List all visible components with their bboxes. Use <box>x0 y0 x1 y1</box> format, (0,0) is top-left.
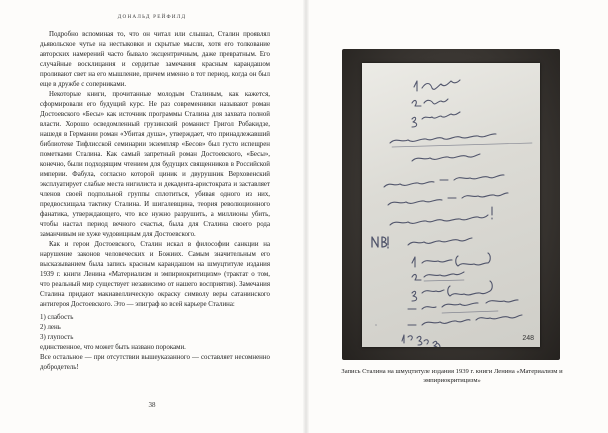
page-number: 38 <box>148 401 156 409</box>
list-item-laziness: 2) лень <box>40 324 61 331</box>
body-text <box>40 30 270 373</box>
handwriting-image <box>362 63 540 347</box>
epigraph-line-2: Все остальное — при отсутствии вышеуказанного — составляет несомненно добродетель! <box>40 354 270 371</box>
paragraph-2: Некоторые книги, прочитанные молодым Сталиным, как кажется, сформировали его будущий курс. Не раз современники называют роман Достоевского «Бесы» как источник программы Сталина для захвата полной власти. Хорошо осведомленный грузинский романист Григол Робакидзе, нашедя в Германии роман «Убитая душа», утверждает, что принадлежавший библиотеке Тифлисской семинарии экземпляр «Бесов» был густо испещрен пометками Сталина. Как самый запретный роман Достоевского, «Бесы», конечно, были подходящим чтением для будущих священников в Российской империи. Фабула, согласно которой циник и двурушник Верховенский эксплуатирует слабые места нигилиста и декадента-аристократа и заставляет членов своей подпольной группы сплотиться, убивая одного из них, предвосхищала тактику Сталина. И шигалевщина, теория революционного фанатика, утверждающего, что все нужно разрушить, а миллионы убить, чтобы настал период вечного счастья, была для Сталина своего рода заманчивым не хуже чудовищным для Достоевского. <box>40 91 270 238</box>
sheet-number: 248 <box>522 335 534 342</box>
list-item-stupidity: 3) глупость <box>40 334 74 341</box>
list-item-weakness: 1) слабость <box>40 314 74 321</box>
manuscript-sheet <box>362 63 540 347</box>
paragraph-1: Подробно вспоминая то, что он читал или слышал, Сталин проявлял дьявольское чутье на нестыковки и скрытые мысли, хотя его толкование авторских намерений часто бывало эксцентричным, даже превратным. Его случайные восклицания и сердитые замечания красным карандашом проливают свет на его мышление, причем именно в тот период, когда он был еще в дружбе с соперниками. <box>40 31 270 88</box>
photo-caption: Запись Сталина на шмуцтитуле издания 1939 г. книги Ленина «Материализм и эмпириокритицизм» <box>341 368 563 384</box>
paragraph-3: Как и герои Достоевского, Сталин искал в философии санкции на нарушение законов человеческих и Божиих. Самым значительным его высказыванием была запись красным карандашом на шмуцтитуле издания 1939 г. книги Ленина «Материализм и эмпириокритицизм» (трактат о том, что реальный мир существует независимо от нашего восприятия). Замечания Сталина придают макиавеллическую окраску символу веры сатанинского антигероя Достоевского. Это — эпиграф ко всей карьере Сталина: <box>40 241 270 308</box>
epigraph-line-1: единственное, что может быть названо пороками. <box>40 344 186 351</box>
manuscript-photo <box>342 49 560 360</box>
right-page <box>309 0 608 433</box>
running-head: ДОНАЛЬД РЕЙФИЛД <box>117 14 187 20</box>
